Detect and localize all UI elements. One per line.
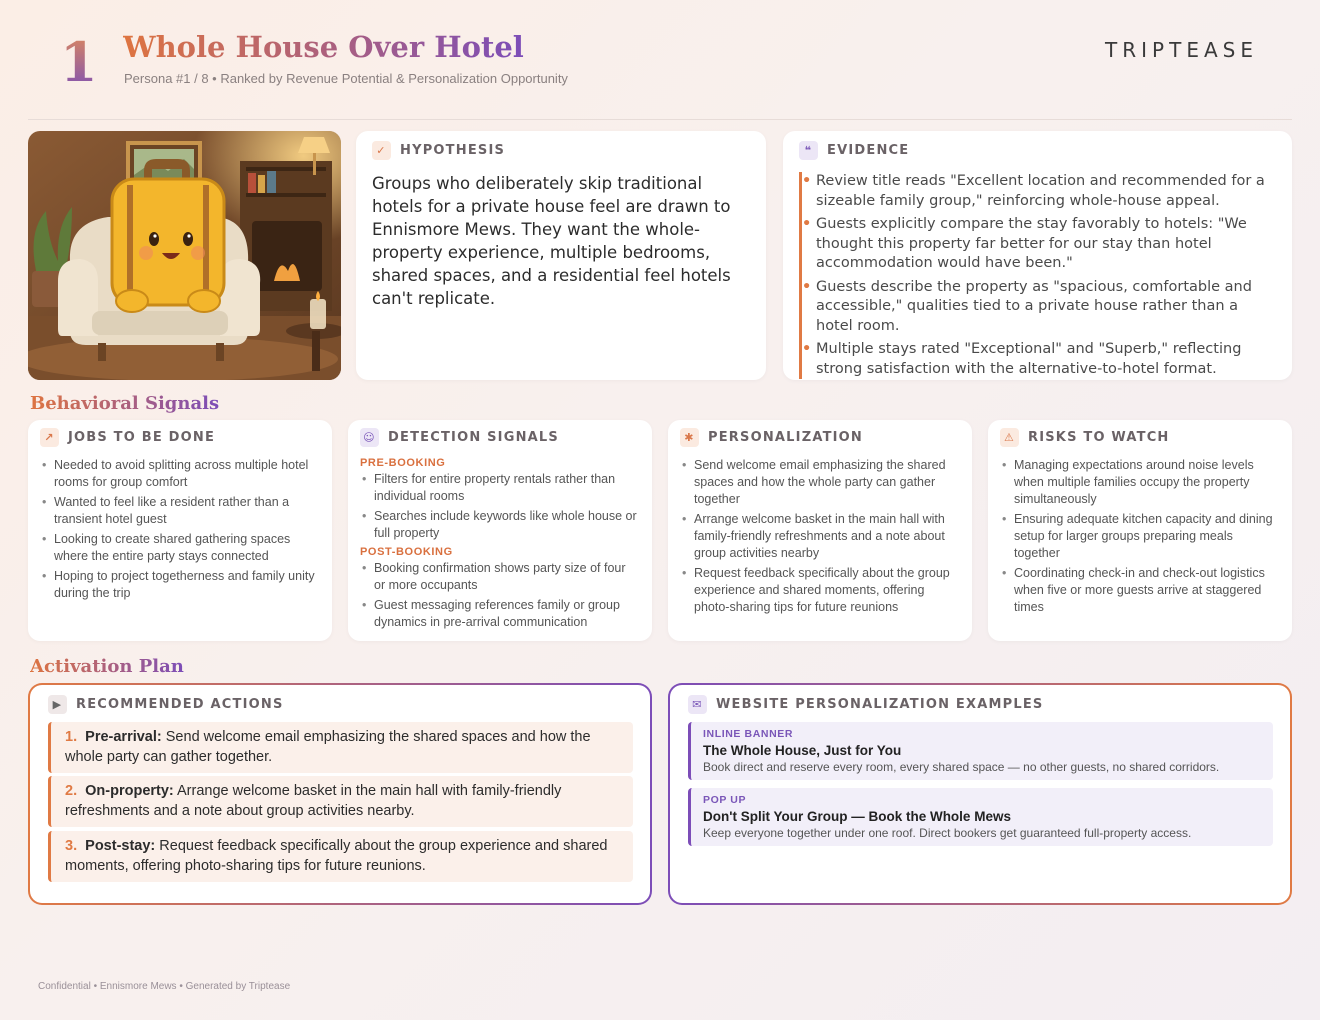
list-item: • Managing expectations around noise levels when multiple families occupy the property simultaneously: [1000, 457, 1280, 508]
detection-card: [348, 420, 652, 641]
jobs-header: [40, 428, 320, 447]
web-header: [688, 695, 1044, 714]
evidence-card: [783, 131, 1292, 380]
jobs-list: [40, 457, 320, 602]
list-item: • Guest messaging references family or group dynamics in pre-arrival communication: [360, 597, 640, 631]
action-number: 1.: [65, 729, 78, 745]
hypothesis-text: Groups who deliberately skip traditional hotels for a private house feel are drawn to Ennismore Mews. They want the whole-property experience, multiple bedrooms, shared spaces, and a residential feel hotels can't replicate.: [372, 174, 731, 308]
list-item: • Looking to create shared gathering spaces where the entire party stays connected: [40, 531, 320, 565]
list-item: • Needed to avoid splitting across multiple hotel rooms for group comfort: [40, 457, 320, 491]
action-item-post-stay: [48, 831, 633, 882]
action-text: Send welcome email emphasizing the shared spaces and how the whole party can gather together.: [65, 729, 591, 765]
evidence-item: • Guests explicitly compare the stay favorably to hotels: "We thought this property far better for our stay than hotel accommodation would have been.": [816, 215, 1276, 274]
persona-rank: 1: [60, 30, 98, 94]
pre-booking-list: [360, 471, 640, 542]
pre-booking-label: PRE-BOOKING: [360, 457, 446, 469]
web-example-type: INLINE BANNER: [703, 728, 794, 740]
personalization-list: [680, 457, 960, 616]
web-example-body: Keep everyone together under one roof. Direct bookers get guaranteed full-property access.: [703, 826, 1192, 840]
list-item: • Booking confirmation shows party size of four or more occupants: [360, 560, 640, 594]
behavioral-signals-title: Behavioral Signals: [30, 393, 220, 414]
page-title: Whole House Over Hotel: [123, 30, 524, 64]
sparkle-icon: ✱: [680, 428, 699, 447]
arrow-up-right-icon: ↗: [40, 428, 59, 447]
risks-heading: RISKS TO WATCH: [1028, 430, 1170, 445]
recommended-actions-panel: [28, 683, 652, 905]
hypothesis-card: [356, 131, 766, 380]
evidence-header: [799, 141, 1276, 160]
action-number: 2.: [65, 783, 78, 799]
web-example-title: The Whole House, Just for You: [703, 743, 902, 758]
list-item: • Arrange welcome basket in the main hall with family-friendly refreshments and a note about group activities nearby: [680, 511, 960, 562]
risks-header: [1000, 428, 1280, 447]
page-subtitle: Persona #1 / 8 • Ranked by Revenue Potential & Personalization Opportunity: [124, 71, 568, 86]
action-number: 3.: [65, 838, 78, 854]
evidence-list: [799, 172, 1276, 379]
web-example-body: Book direct and reserve every room, every shared space — no other guests, no shared corridors.: [703, 760, 1220, 774]
suitcase-armchair-illustration: [28, 131, 341, 380]
hypothesis-heading: HYPOTHESIS: [400, 143, 506, 158]
web-example-inline-banner: [688, 722, 1273, 780]
list-item: • Request feedback specifically about the group experience and shared moments, offering photo-sharing tips for future reunions: [680, 565, 960, 616]
play-icon: ▶: [48, 695, 67, 714]
personalization-card: [668, 420, 972, 641]
evidence-item: • Multiple stays rated "Exceptional" and "Superb," reflecting strong satisfaction with the alternative-to-hotel format.: [816, 340, 1276, 379]
action-item-pre-arrival: [48, 722, 633, 773]
evidence-item: • Guests describe the property as "spacious, comfortable and accessible," qualities tied to a private house rather than a hotel room.: [816, 278, 1276, 337]
actions-header: [48, 695, 284, 714]
page-header: [28, 22, 1292, 120]
risks-card: [988, 420, 1292, 641]
personalization-heading: PERSONALIZATION: [708, 430, 864, 445]
personalization-header: [680, 428, 960, 447]
persona-illustration: [28, 131, 341, 380]
web-example-pop-up: [688, 788, 1273, 846]
web-heading: WEBSITE PERSONALIZATION EXAMPLES: [716, 697, 1044, 712]
list-item: • Ensuring adequate kitchen capacity and dining setup for larger groups preparing meals together: [1000, 511, 1280, 562]
warning-icon: ⚠: [1000, 428, 1019, 447]
action-text: Arrange welcome basket in the main hall with family-friendly refreshments and a note about group activities nearby.: [65, 783, 562, 819]
check-icon: ✓: [372, 141, 391, 160]
list-item: • Wanted to feel like a resident rather than a transient hotel guest: [40, 494, 320, 528]
post-booking-list: [360, 560, 640, 631]
activation-plan-title: Activation Plan: [30, 656, 184, 677]
action-item-on-property: [48, 776, 633, 827]
list-item: • Searches include keywords like whole house or full property: [360, 508, 640, 542]
detection-heading: DETECTION SIGNALS: [388, 430, 559, 445]
post-booking-label: POST-BOOKING: [360, 546, 453, 558]
risks-list: [1000, 457, 1280, 616]
web-example-type: POP UP: [703, 794, 747, 806]
list-item: • Hoping to project togetherness and family unity during the trip: [40, 568, 320, 602]
action-label: Pre-arrival:: [85, 729, 162, 745]
action-label: On-property:: [85, 783, 174, 799]
quote-icon: ❝: [799, 141, 818, 160]
actions-heading: RECOMMENDED ACTIONS: [76, 697, 284, 712]
evidence-heading: EVIDENCE: [827, 143, 910, 158]
website-personalization-panel: [668, 683, 1292, 905]
action-label: Post-stay:: [85, 838, 156, 854]
web-example-title: Don't Split Your Group — Book the Whole Mews: [703, 809, 1011, 824]
detection-header: [360, 428, 640, 447]
envelope-icon: ✉: [688, 695, 707, 714]
brand-logo: TRIPTEASE: [1105, 38, 1258, 62]
list-item: • Filters for entire property rentals rather than individual rooms: [360, 471, 640, 505]
hypothesis-header: [372, 141, 750, 160]
smiley-icon: ☺: [360, 428, 379, 447]
jobs-card: [28, 420, 332, 641]
evidence-item: • Review title reads "Excellent location and recommended for a sizeable family group," reinforcing whole-house appeal.: [816, 172, 1276, 211]
list-item: • Send welcome email emphasizing the shared spaces and how the whole party can gather together: [680, 457, 960, 508]
page-footer: Confidential • Ennismore Mews • Generated by Triptease: [38, 981, 291, 992]
action-text: Request feedback specifically about the group experience and shared moments, offering photo-sharing tips for future reunions.: [65, 838, 608, 874]
jobs-heading: JOBS TO BE DONE: [68, 430, 216, 445]
list-item: • Coordinating check-in and check-out logistics when five or more guests arrive at staggered times: [1000, 565, 1280, 616]
